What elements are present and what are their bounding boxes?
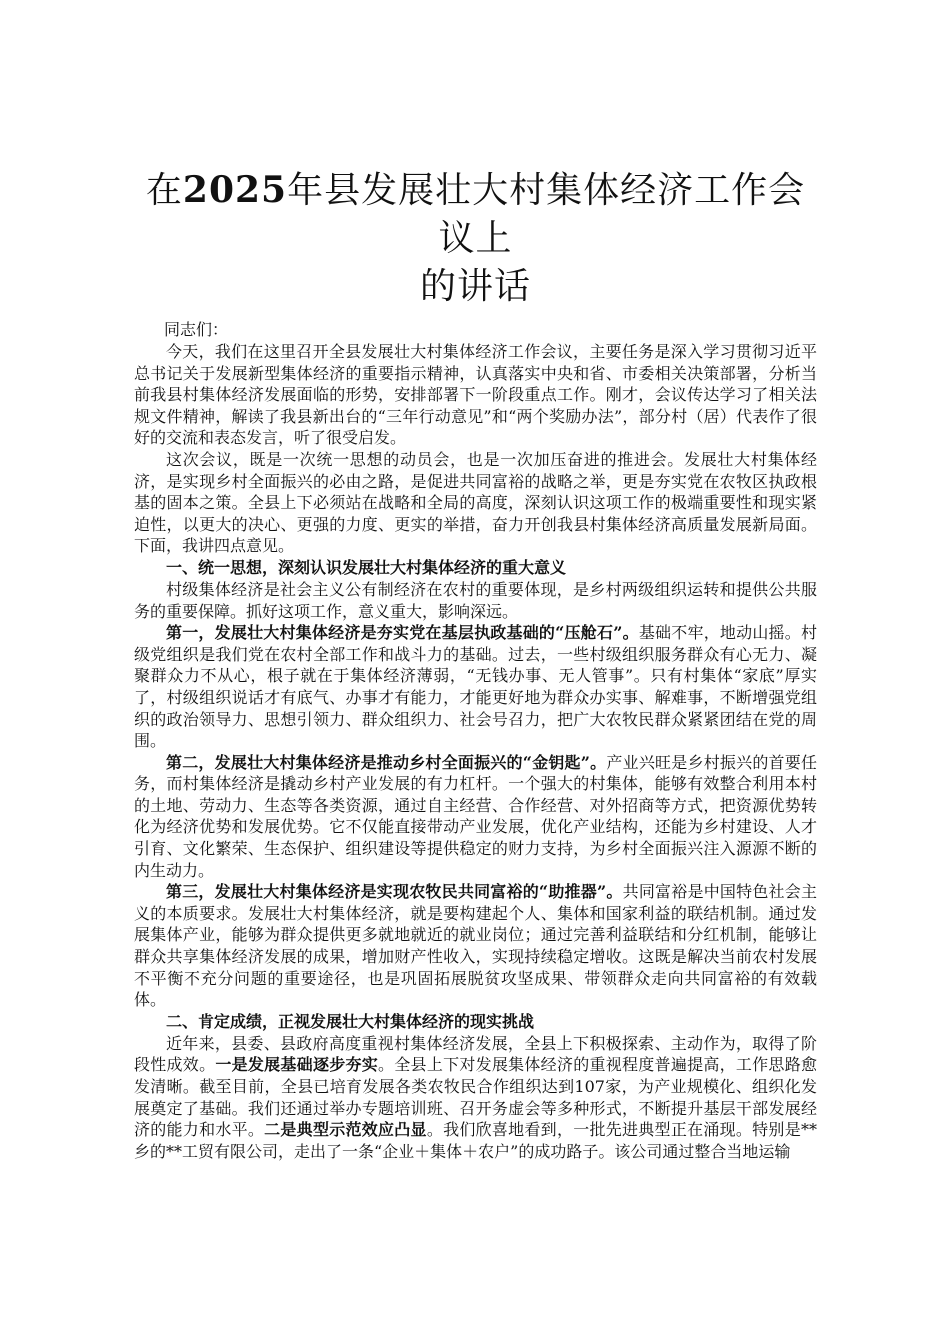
title-text: 年县发展壮大村集体经济工作会议上	[287, 170, 806, 259]
point-lead: 一是发展基础逐步夯实	[215, 1055, 379, 1075]
point-lead: 第三，发展壮大村集体经济是实现农牧民共同富裕的“助推器”。	[166, 882, 623, 902]
salutation: 同志们：	[164, 320, 229, 339]
paragraph-text: 近年来，县委、县政府高度重视村集体经济发展，全县上下积极探索、主动作为，取得了阶段性成效。	[134, 1033, 817, 1075]
paragraph	[134, 881, 817, 1011]
section-heading: 二、肯定成绩，正视发展壮大村集体经济的现实挑战	[166, 1011, 535, 1031]
paragraph	[134, 622, 817, 752]
point-body: 产业兴旺是乡村振兴的首要任务，而村集体经济是撬动乡村产业发展的有力杠杆。一个强大的村集体，能够有效整合利用本村的土地、劳动力、生态等各类资源，通过自主经营、合作经营、对外招商等方式，把资源优势转化为经济优势和发展优势。它不仅能直接带动产业发展，优化产业结构，还能为乡村建设、人才引育、文化繁荣、生态保护、组织建设等提供稳定的财力支持，为乡村全面振兴注入源源不断的内生动力。	[134, 752, 817, 880]
paragraph: 今天，我们在这里召开全县发展壮大村集体经济工作会议，主要任务是深入学习贯彻习近平总书记关于发展新型集体经济的重要指示精神，认真落实中央和省、市委相关决策部署，分析当前我县村集体经济发展面临的形势，安排部署下一阶段重点工作。刚才，会议传达学习了相关法规文件精神，解读了我县新出台的“三年行动意见”和“两个奖励办法”，部分村（居）代表作了很好的交流和表态发言，听了很受启发。	[134, 342, 817, 448]
title-text: 的讲话	[419, 266, 531, 307]
point-body: 基础不牢，地动山摇。村级党组织是我们党在农村全部工作和战斗力的基础。过去，一些村级组织服务群众有心无力、凝聚群众力不从心，根子就在于集体经济薄弱，“无钱办事、无人管事”。只有村集体“家底”厚实了，村级组织说话才有底气、办事才有能力，才能更好地为群众办实事、解难事，不断增强党组织的政治领导力、思想引领力、群众组织力、社会号召力，把广大农牧民群众紧紧团结在党的周围。	[134, 623, 817, 751]
paragraph-text: 。我们欣喜地看到，一批先进典型正在涌现。特别是**乡的**工贸有限公司，走出了一条“企业＋集体＋农户”的成功路子。该公司通过整合当地运输	[134, 1120, 817, 1161]
paragraph: 村级集体经济是社会主义公有制经济在农村的重要体现，是乡村两级组织运转和提供公共服务的重要保障。抓好这项工作，意义重大，影响深远。	[134, 579, 817, 621]
paragraph-text: 。全县上下对发展集体经济的重视程度普遍提高，工作思路愈发清晰。截至目前，全县已培育发展各类农牧民合作组织达到107家，为产业规模化、组织化发展奠定了基础。我们还通过举办专题培训班、召开务虚会等多种形式，不断提升基层干部发展经济的能力和水平。	[134, 1055, 817, 1140]
section-heading: 一、统一思想，深刻认识发展壮大村集体经济的重大意义	[166, 557, 567, 577]
paragraph	[134, 752, 817, 882]
point-lead: 第二，发展壮大村集体经济是推动乡村全面振兴的“金钥匙”。	[166, 752, 607, 772]
title-year: 2025	[182, 169, 288, 211]
document-page	[134, 166, 817, 1162]
point-lead: 第一，发展壮大村集体经济是夯实党在基层执政基础的“压舱石”。	[166, 623, 639, 643]
paragraph: 这次会议，既是一次统一思想的动员会，也是一次加压奋进的推进会。发展壮大村集体经济，是实现乡村全面振兴的必由之路，是促进共同富裕的战略之举，更是夯实党在农牧区执政根基的固本之策。全县上下必须站在战略和全局的高度，深刻认识这项工作的极端重要性和现实紧迫性，以更大的决心、更强的力度、更实的举措，奋力开创我县村集体经济高质量发展新局面。下面，我讲四点意见。	[134, 449, 817, 556]
point-lead: 二是典型示范效应凸显	[264, 1120, 427, 1140]
point-body: 共同富裕是中国特色社会主义的本质要求。发展壮大村集体经济，就是要构建起个人、集体和国家利益的联结机制。通过发展集体产业，能够为群众提供更多就地就近的就业岗位；通过完善利益联结和分红机制，能够让群众共享集体经济发展的成果，增加财产性收入，实现持续稳定增收。这既是解决当前农村发展不平衡不充分问题的重要途径，也是巩固拓展脱贫攻坚成果、带领群众走向共同富裕的有效载体。	[134, 882, 817, 1010]
paragraph	[134, 1033, 817, 1163]
title-text: 在	[145, 170, 183, 211]
document-title	[134, 166, 817, 311]
